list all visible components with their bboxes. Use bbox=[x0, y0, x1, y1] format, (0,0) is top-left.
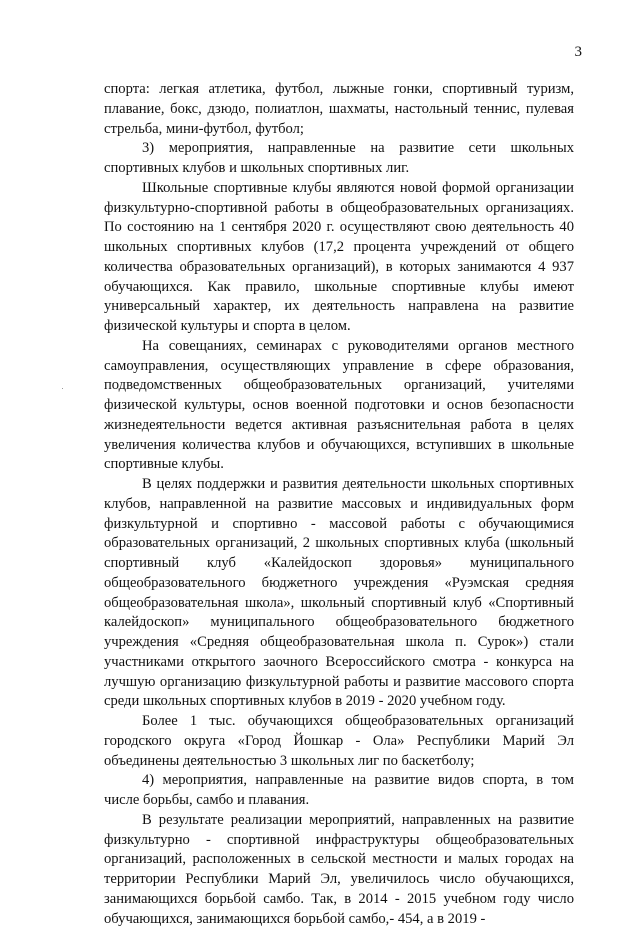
paragraph-sports-list: спорта: легкая атлетика, футбол, лыжные гонки, спортивный туризм, плавание, бокс, дзюдо, полиатлон, шахматы, настольный теннис, пулевая стрельба, мини-футбол, футбол; bbox=[104, 81, 574, 137]
paragraph-basketball-leagues: Более 1 тыс. обучающихся общеобразовательных организаций городского округа «Город Йошкар - Ола» Республики Марий Эл объединены деятельностью 3 школьных лиг по баскетболу; bbox=[104, 713, 574, 769]
paragraph-sambo: В результате реализации мероприятий, направленных на развитие физкультурно - спортивной инфраструктуры общеобразовательных организаций, расположенных в сельской местности и малых городах на территории Республики Марий Эл, увеличилось число обучающихся, занимающихся борьбой самбо. Так, в 2014 - 2015 учебном году число обучающихся, занимающихся борьбой самбо,- 454, а в 2019 - bbox=[104, 811, 574, 927]
paragraph-item-4: 4) мероприятия, направленные на развитие видов спорта, в том числе борьбы, самбо и плавания. bbox=[104, 772, 574, 808]
paragraph-school-clubs: Школьные спортивные клубы являются новой формой организации физкультурно-спортивной работы в общеобразовательных организациях. По состоянию на 1 сентября 2020 г. осуществляют свою деятельность 40 школьных спортивных клубов (17,2 процента учреждений от общего количества образовательных организаций), в которых занимаются 4 937 обучающихся. Как правило, школьные спортивные клубы имеют универсальный характер, их деятельность направлена на развитие физической культуры и спорта в целом. bbox=[104, 179, 574, 334]
paragraph-support: В целях поддержки и развития деятельности школьных спортивных клубов, направленной на развитие массовых и индивидуальных форм физкультурной и спортивно - массовой работы с обучающимися образовательных организаций, 2 школьных спортивных клуба (школьный спортивный клуб «Калейдоскоп здоровья» муниципального общеобразовательного бюджетного учреждения «Руэмская средняя общеобразовательная школа», школьный спортивный клуб «Спортивный калейдоскоп» муниципального общеобразовательного бюджетного учреждения «Средняя общеобразовательная школа п. Сурок») стали участниками открытого заочного Всероссийского смотра - конкурса на лучшую организацию физкультурной работы и развитие массового спорта среди школьных спортивных клубов в 2019 - 2020 учебном году. bbox=[104, 476, 574, 710]
scan-mark bbox=[62, 388, 63, 389]
page-number: 3 bbox=[574, 44, 582, 60]
paragraph-meetings: На совещаниях, семинарах с руководителями органов местного самоуправления, осуществляющих управление в сфере образования, подведомственных общеобразовательных организаций, учителями физической культуры, основ военной подготовки и основ безопасности жизнедеятельности ведется активная разъяснительная работа в целях увеличения количества клубов и обучающихся, вступивших в школьные спортивные клубы. bbox=[104, 337, 574, 473]
paragraph-item-3: 3) мероприятия, направленные на развитие сети школьных спортивных клубов и школьных спортивных лиг. bbox=[104, 140, 574, 176]
document-body bbox=[104, 80, 574, 929]
